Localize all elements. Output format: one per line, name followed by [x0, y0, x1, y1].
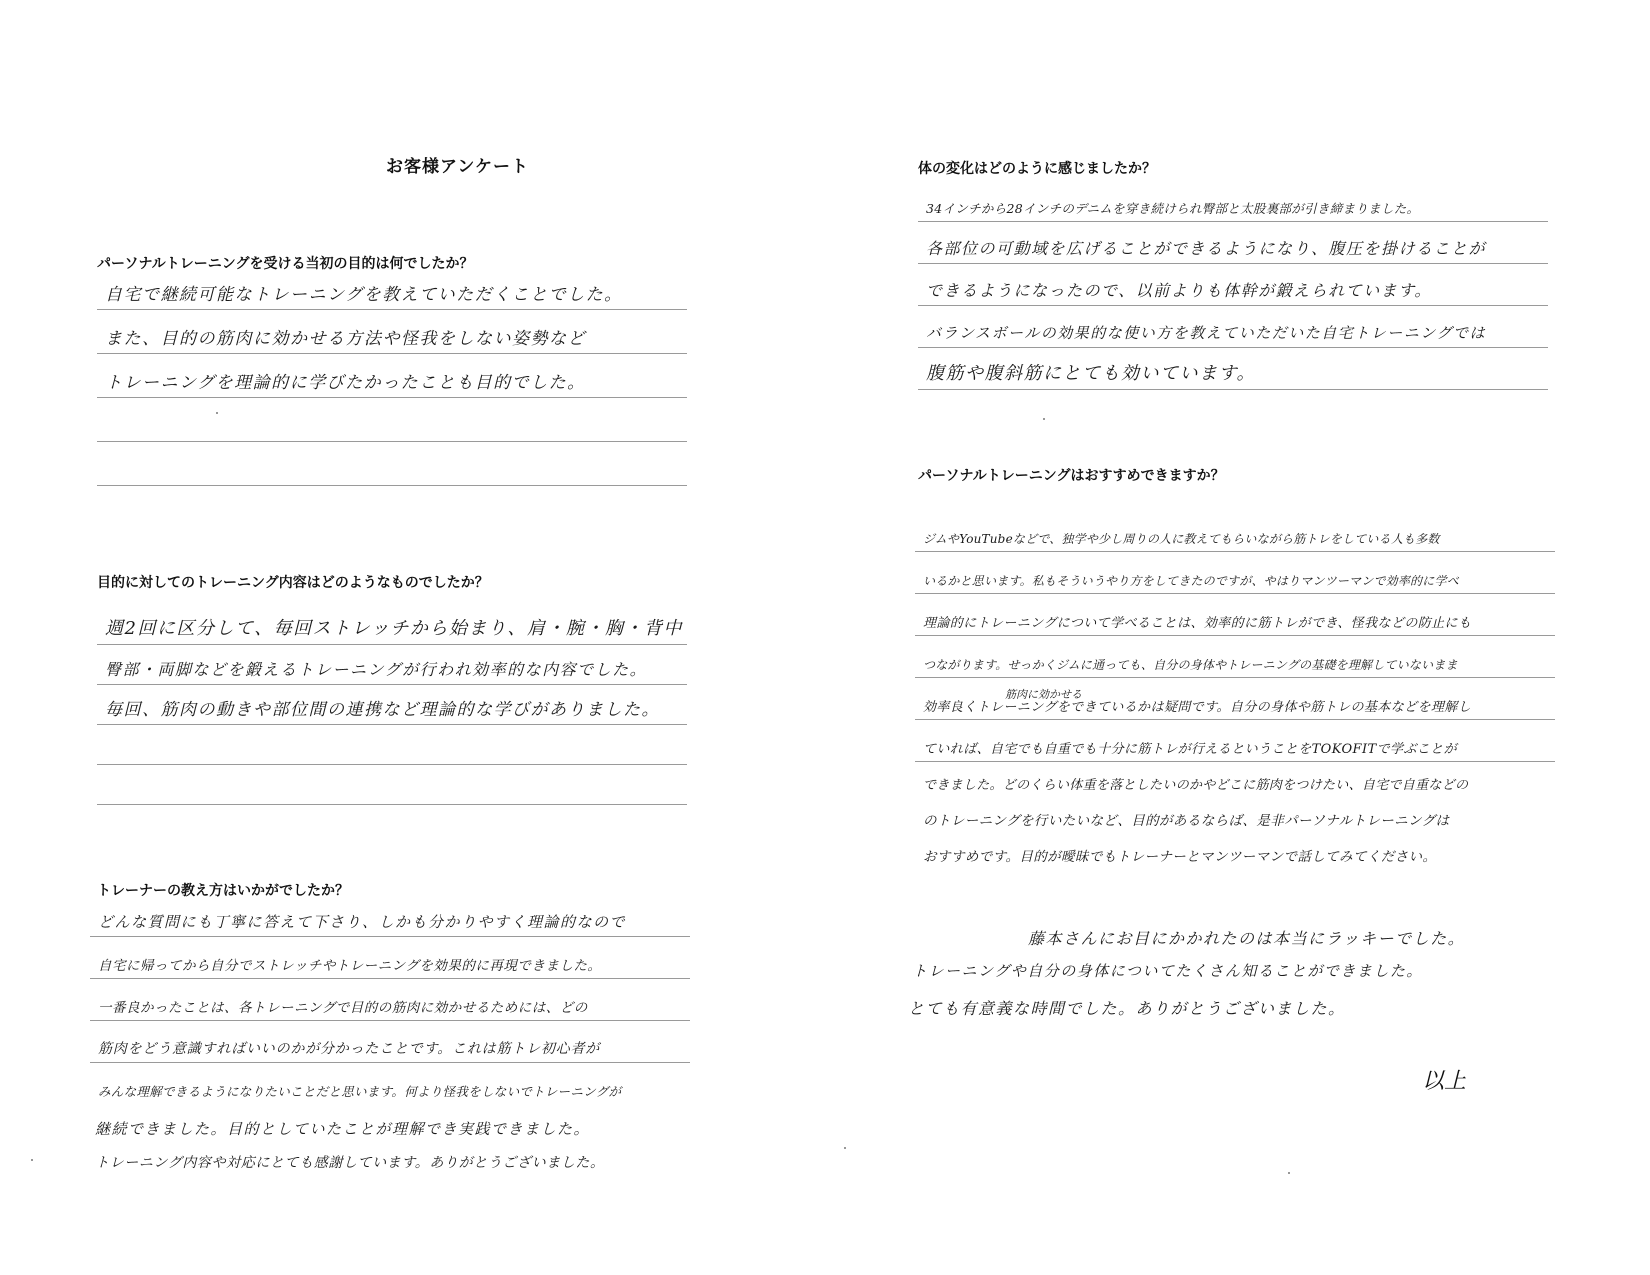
answer-line [97, 442, 687, 486]
scan-speck [216, 412, 218, 414]
handwritten-text: 自宅で継続可能なトレーニングを教えていただくことでした。 [105, 285, 623, 305]
answer-line [97, 725, 687, 765]
answer-line [97, 685, 687, 725]
scan-speck [844, 1147, 846, 1149]
signature-end-mark: 以上 [1422, 1069, 1467, 1094]
handwritten-text: 一番良かったことは、各トレーニングで目的の筋肉に効かせるためには、どの [98, 1000, 588, 1016]
answer-line [97, 398, 687, 442]
answer-line [918, 306, 1548, 348]
handwritten-text: できました。どのくらい体重を落としたいのかやどこに筋肉をつけたい、自宅で自重などの [923, 778, 1469, 793]
handwritten-text: おすすめです。目的が曖昧でもトレーナーとマンツーマンで話してみてください。 [923, 849, 1437, 865]
handwritten-text: ていれば、自宅でも自重でも十分に筋トレが行えるということをTOKOFITで学ぶことが [923, 742, 1457, 757]
answer-line [918, 222, 1548, 264]
question-body-change: 体の変化はどのように感じましたか？ [918, 161, 1156, 177]
answer-line [97, 266, 687, 310]
answer-line [97, 765, 687, 805]
scan-speck [31, 1159, 33, 1161]
handwritten-text: 腹筋や腹斜筋にとても効いています。 [926, 363, 1257, 384]
handwritten-text: 週2回に区分して、毎回ストレッチから始まり、肩・腕・胸・背中 [105, 618, 683, 639]
answer-line [90, 937, 690, 979]
handwritten-text: 34インチから28インチのデニムを穿き続けられ臀部と太股裏部が引き締まりました。 [926, 201, 1420, 216]
answer-line [915, 552, 1555, 594]
answer-line [918, 264, 1548, 306]
handwritten-text: トレーニング内容や対応にとても感謝しています。ありがとうございました。 [95, 1155, 605, 1171]
answer-training-content [97, 605, 687, 805]
handwritten-text: また、目的の筋肉に効かせる方法や怪我をしない姿勢など [105, 329, 586, 349]
answer-line [915, 762, 1555, 798]
handwritten-text: 臀部・両脚などを鍛えるトレーニングが行われ効率的な内容でした。 [105, 660, 648, 679]
answer-line [97, 310, 687, 354]
question-purpose: パーソナルトレーニングを受ける当初の目的は何でしたか？ [97, 256, 474, 272]
handwritten-text: つながります。せっかくジムに通っても、自分の身体やトレーニングの基礎を理解していないまま [923, 658, 1458, 672]
question-trainer-teaching: トレーナーの教え方はいかがでしたか？ [97, 883, 349, 899]
answer-line [915, 720, 1555, 762]
closing-text: トレーニングや自分の身体についてたくさん知ることができました。 [912, 962, 1423, 980]
closing-text: とても有意義な時間でした。ありがとうございました。 [908, 999, 1346, 1018]
answer-line [918, 348, 1548, 390]
handwritten-text: バランスボールの効果的な使い方を教えていただいた自宅トレーニングでは [926, 324, 1486, 342]
answer-trainer-teaching [90, 895, 690, 1105]
handwritten-text: 筋肉をどう意識すればいいのかが分かったことです。これは筋トレ初心者が [98, 1041, 601, 1057]
answer-line [90, 1063, 690, 1105]
question-training-content: 目的に対してのトレーニング内容はどのようなものでしたか？ [97, 575, 489, 591]
answer-line [90, 895, 690, 937]
answer-purpose [97, 266, 687, 486]
scan-speck [1043, 418, 1045, 420]
handwritten-text: できるようになったので、以前よりも体幹が鍛えられています。 [926, 281, 1432, 300]
answer-line [90, 979, 690, 1021]
handwritten-text: みんな理解できるようになりたいことだと思います。何より怪我をしないでトレーニングが [98, 1084, 622, 1099]
answer-line [90, 1021, 690, 1063]
handwritten-text: 各部位の可動域を広げることができるようになり、腹圧を掛けることが [926, 239, 1487, 258]
page-title: お客様アンケート [386, 157, 529, 177]
handwritten-text: トレーニングを理論的に学びたかったことも目的でした。 [105, 373, 586, 393]
answer-line [97, 645, 687, 685]
handwritten-text: 効率良くトレーニングをできているかは疑問です。自分の身体や筋トレの基本などを理解し [923, 700, 1472, 715]
handwritten-text: ジムやYouTubeなどで、独学や少し周りの人に教えてもらいながら筋トレをしている人も多数 [923, 532, 1440, 546]
handwritten-text: のトレーニングを行いたいなど、目的があるならば、是非パーソナルトレーニングは [923, 813, 1450, 829]
answer-line [915, 594, 1555, 636]
closing-text: 藤本さんにお目にかかれたのは本当にラッキーでした。 [1028, 929, 1466, 948]
answer-line [915, 510, 1555, 552]
answer-line [915, 834, 1555, 870]
handwritten-text: 理論的にトレーニングについて学べることは、効率的に筋トレができ、怪我などの防止にも [923, 616, 1472, 631]
handwritten-text: 自宅に帰ってから自分でストレッチやトレーニングを効果的に再現できました。 [98, 958, 602, 974]
handwritten-text: どんな質問にも丁寧に答えて下さり、しかも分かりやすく理論的なので [98, 913, 627, 931]
handwritten-text: いるかと思います。私もそういうやり方をしてきたのですが、やはりマンツーマンで効率的に学べ [923, 574, 1459, 588]
answer-line [97, 354, 687, 398]
handwritten-insertion-note: 筋肉に効かせる [1005, 688, 1082, 701]
answer-line [97, 605, 687, 645]
answer-line [915, 636, 1555, 678]
answer-body-change [918, 180, 1548, 390]
answer-line [915, 798, 1555, 834]
answer-line [918, 180, 1548, 222]
handwritten-text: 継続できました。目的としていたことが理解でき実践できました。 [95, 1120, 591, 1138]
scan-speck [1288, 1172, 1290, 1174]
handwritten-text: 毎回、筋肉の動きや部位間の連携など理論的な学びがありました。 [105, 700, 660, 720]
question-recommend: パーソナルトレーニングはおすすめできますか？ [918, 468, 1225, 484]
